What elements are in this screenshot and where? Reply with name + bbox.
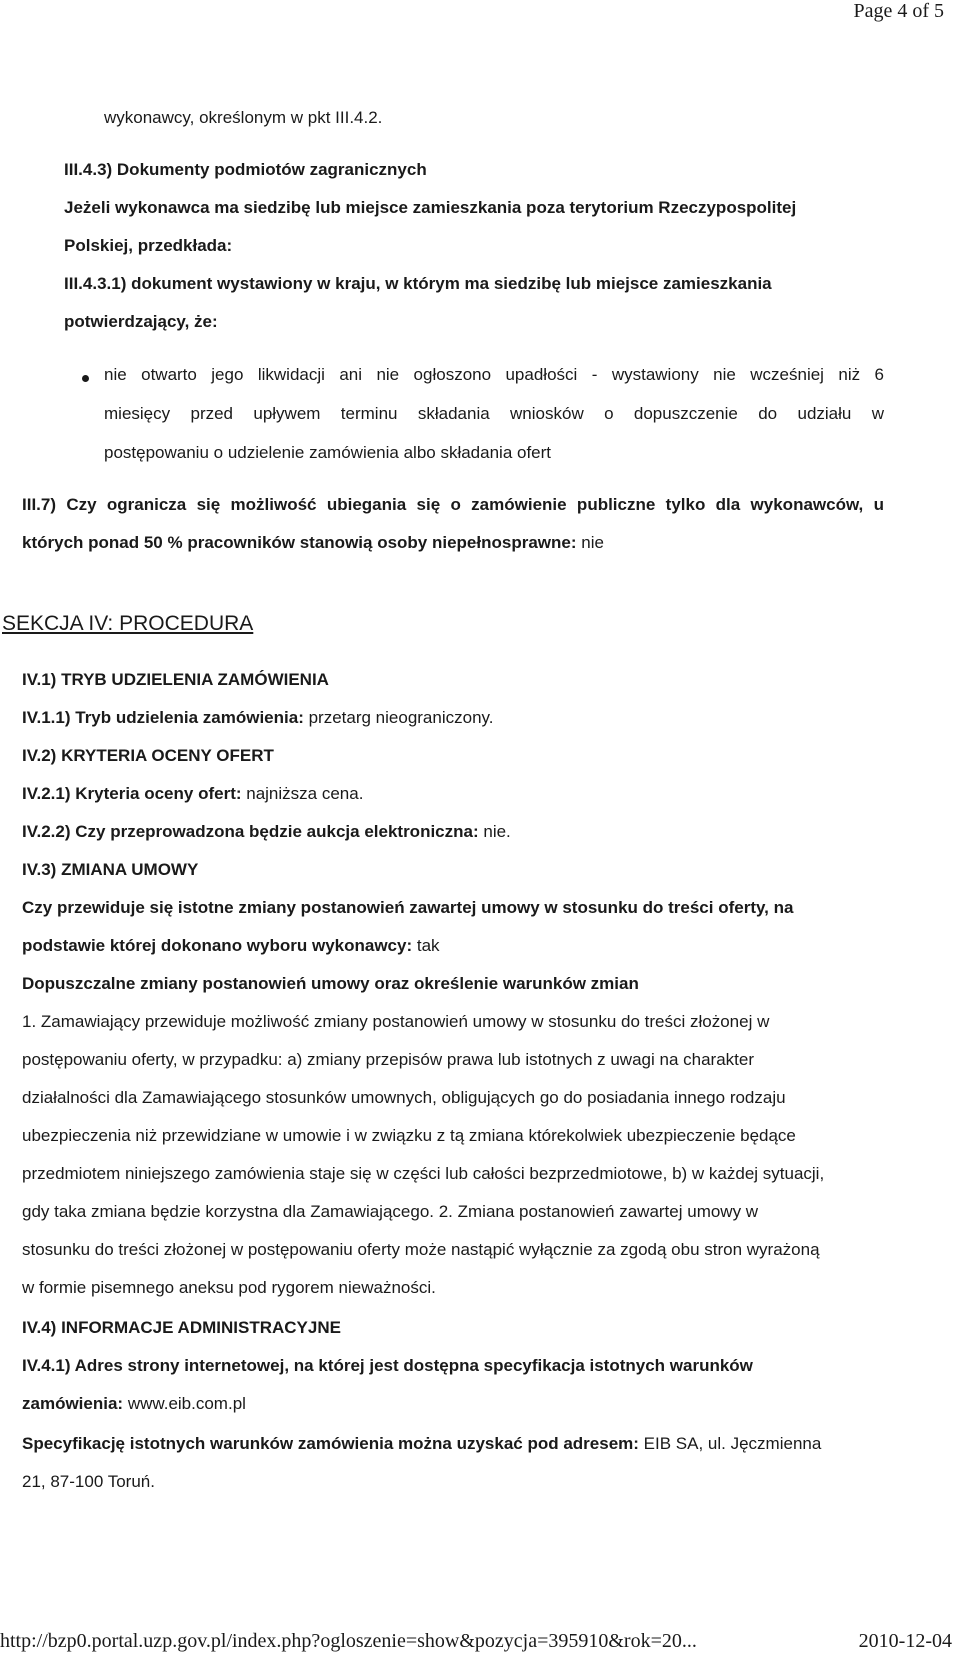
field-value: nie. xyxy=(483,822,511,841)
bullet-item-text: postępowaniu o udzielenie zamówienia albo składania ofert xyxy=(104,443,552,462)
text-line: Jeżeli wykonawca ma siedzibę lub miejsce zamieszkania poza terytorium Rzeczypospolitej xyxy=(64,198,797,217)
heading-iv2: IV.2) KRYTERIA OCENY OFERT xyxy=(22,746,274,765)
paragraph-line: przedmiotem niniejszego zamówienia staje się w części lub całości bezprzedmiotowe, b) w każdej sytuacji, xyxy=(22,1164,825,1183)
paragraph-line: ubezpieczenia niż przewidziane w umowie i w związku z tą zmiana którekolwiek ubezpieczenie będące xyxy=(22,1126,796,1145)
paragraph-line: postępowaniu oferty, w przypadku: a) zmiany przepisów prawa lub istotnych z uwagi na charakter xyxy=(22,1050,754,1069)
question-disabled-workers-line2 xyxy=(22,533,604,553)
section-title: SEKCJA IV: PROCEDURA xyxy=(2,612,254,635)
field-label: IV.2.2) Czy przeprowadzona będzie aukcja elektroniczna: xyxy=(22,822,479,841)
bullet-item-text: miesięcy przed upływem terminu składania wniosków o dopuszczenie do udziału w xyxy=(104,404,884,423)
text-line: Czy przewiduje się istotne zmiany postanowień zawartej umowy w stosunku do treści oferty, na xyxy=(22,898,794,917)
bullet-icon xyxy=(82,375,89,382)
heading-iv1: IV.1) TRYB UDZIELENIA ZAMÓWIENIA xyxy=(22,670,329,689)
paragraph-line: stosunku do treści złożonej w postępowaniu oferty może nastąpić wyłącznie za zgodą obu stron wyrażoną xyxy=(22,1240,820,1259)
field-label: zamówienia: xyxy=(22,1394,124,1413)
text-line: III.4.3.1) dokument wystawiony w kraju, w którym ma siedzibę lub miejsce zamieszkania xyxy=(64,274,772,293)
iv3b-line xyxy=(22,936,440,956)
bullet-item-text: nie otwarto jego likwidacji ani nie ogłoszono upadłości - wystawiony nie wcześniej niż 6 xyxy=(104,365,884,384)
field-value: najniższa cena. xyxy=(246,784,364,803)
text-line: Polskiej, przedkłada: xyxy=(64,236,233,255)
paragraph-line: działalności dla Zamawiającego stosunków umownych, obligujących go do posiadania innego rodzaju xyxy=(22,1088,786,1107)
spec-line xyxy=(22,1434,821,1454)
field-label: IV.1.1) Tryb udzielenia zamówienia: xyxy=(22,708,304,727)
heading-foreign-documents: III.4.3) Dokumenty podmiotów zagranicznych xyxy=(64,160,427,179)
field-value: EIB SA, ul. Jęczmienna xyxy=(643,1434,822,1453)
paragraph-line: 1. Zamawiający przewiduje możliwość zmiany postanowień umowy w stosunku do treści złożonej w xyxy=(22,1012,770,1031)
text-line: Dopuszczalne zmiany postanowień umowy oraz określenie warunków zmian xyxy=(22,974,639,993)
text-line: wykonawcy, określonym w pkt III.4.2. xyxy=(104,108,383,127)
paragraph-line: gdy taka zmiana będzie korzystna dla Zamawiającego. 2. Zmiana postanowień zawartej umowy w xyxy=(22,1202,759,1221)
field-label: podstawie której dokonano wyboru wykonawcy: xyxy=(22,936,413,955)
iv11-line xyxy=(22,708,494,728)
iv22-line xyxy=(22,822,511,842)
text-line: potwierdzający, że: xyxy=(64,312,218,331)
text-line: IV.4.1) Adres strony internetowej, na której jest dostępna specyfikacja istotnych warunków xyxy=(22,1356,753,1375)
field-value: tak xyxy=(416,936,440,955)
question-disabled-workers: III.7) Czy ogranicza się możliwość ubiegania się o zamówienie publiczne tylko dla wykonawców, u xyxy=(22,495,884,514)
answer-value: nie xyxy=(581,533,604,552)
footer-url: http://bzp0.portal.uzp.gov.pl/index.php?ogloszenie=show&pozycja=395910&rok=20... xyxy=(0,1630,697,1652)
question-label: których ponad 50 % pracowników stanowią osoby niepełnosprawne: xyxy=(22,533,577,552)
heading-iv4: IV.4) INFORMACJE ADMINISTRACYJNE xyxy=(22,1318,341,1337)
page-number: Page 4 of 5 xyxy=(853,0,944,22)
heading-iv3: IV.3) ZMIANA UMOWY xyxy=(22,860,199,879)
field-label: Specyfikację istotnych warunków zamówienia można uzyskać pod adresem: xyxy=(22,1434,639,1453)
spec-line-2: 21, 87-100 Toruń. xyxy=(22,1472,155,1491)
paragraph-line: w formie pisemnego aneksu pod rygorem nieważności. xyxy=(22,1278,436,1297)
iv21-line xyxy=(22,784,363,804)
website-value: www.eib.com.pl xyxy=(127,1394,246,1413)
footer-date: 2010-12-04 xyxy=(858,1630,952,1652)
field-label: IV.2.1) Kryteria oceny ofert: xyxy=(22,784,242,803)
field-value: przetarg nieograniczony. xyxy=(308,708,494,727)
iv41b-line xyxy=(22,1394,246,1414)
